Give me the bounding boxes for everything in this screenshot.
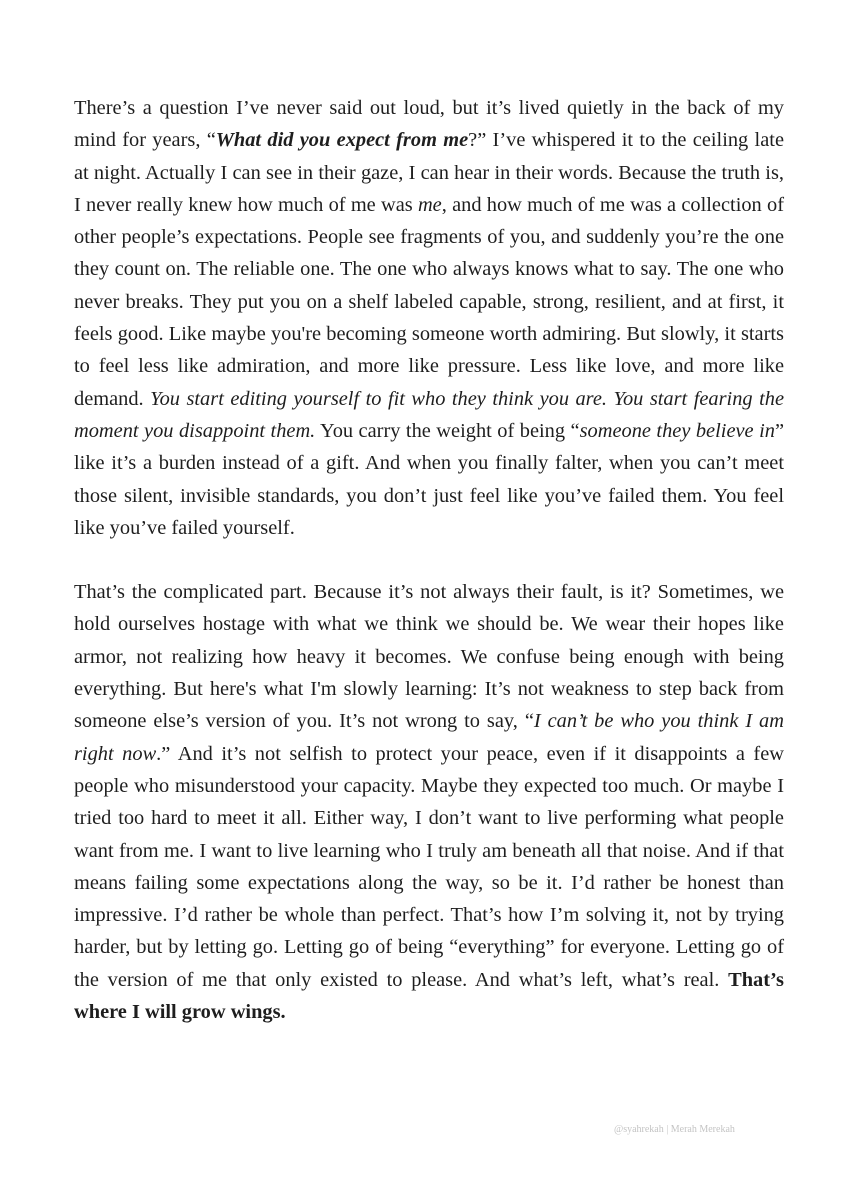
closing-line: That’s where I will grow wings.: [74, 968, 784, 1024]
text-run: , and how much of me was a collection of other people’s expectations. People see fragments of you, and suddenly you’re the one they count on. The reliable one. The one who always knows what to say. The one who never breaks. They put you on a shelf labeled capable, strong, resilient, and at first, it feels good. Like maybe you're becoming someone worth admiring. But slowly, it starts to feel less like admiration, and more like pressure. Less like love, and more like demand.: [74, 193, 784, 410]
footer-credit: @syahrekah | Merah Merekah: [614, 1124, 735, 1135]
text-run: That’s the complicated part. Because it’s not always their fault, is it? Sometimes, we hold ourselves hostage with what we think we should be. We wear their hopes like armor, not realizing how heavy it becomes. We confuse being enough with being everything. But here's what I'm slowly learning: It’s not weakness to step back from someone else’s version of you. It’s not wrong to say, “: [74, 581, 784, 733]
italic-word: me: [417, 193, 442, 216]
paragraph-2: [74, 576, 784, 1028]
text-run: ” like it’s a burden instead of a gift. And when you finally falter, when you can’t meet those silent, invisible standards, you don’t just feel like you’ve failed them. You feel like you’ve failed yourself.: [74, 419, 784, 539]
italic-phrase: someone they believe in: [579, 419, 775, 442]
text-run: There’s a question I’ve never said out loud, but it’s lived quietly in the back of my mind for years, “: [74, 97, 784, 152]
body-text: [74, 92, 784, 1028]
italic-quote: I can’t be who you think I am right now: [74, 710, 784, 765]
italic-passage: You start editing yourself to fit who they think you are. You start fearing the moment you disappoint them.: [74, 387, 784, 442]
text-run: ?” I’ve whispered it to the ceiling late at night. Actually I can see in their gaze, I can hear in their words. Because the truth is, I never really knew how much of me was: [74, 129, 784, 216]
paragraph-1: [74, 92, 784, 544]
text-run: You carry the weight of being “: [315, 419, 580, 442]
emphasized-question: What did you expect from me: [215, 129, 469, 152]
text-run: .” And it’s not selfish to protect your peace, even if it disappoints a few people who misunderstood your capacity. Maybe they expected too much. Or maybe I tried too hard to meet it all. Either way, I don’t want to live performing what people want from me. I want to live learning who I truly am beneath all that noise. And if that means failing some expectations along the way, so be it. I’d rather be honest than impressive. I’d rather be whole than perfect. That’s how I’m solving it, not by trying harder, but by letting go. Letting go of being “everything” for everyone. Letting go of the version of me that only existed to please. And what’s left, what’s real.: [74, 742, 784, 991]
